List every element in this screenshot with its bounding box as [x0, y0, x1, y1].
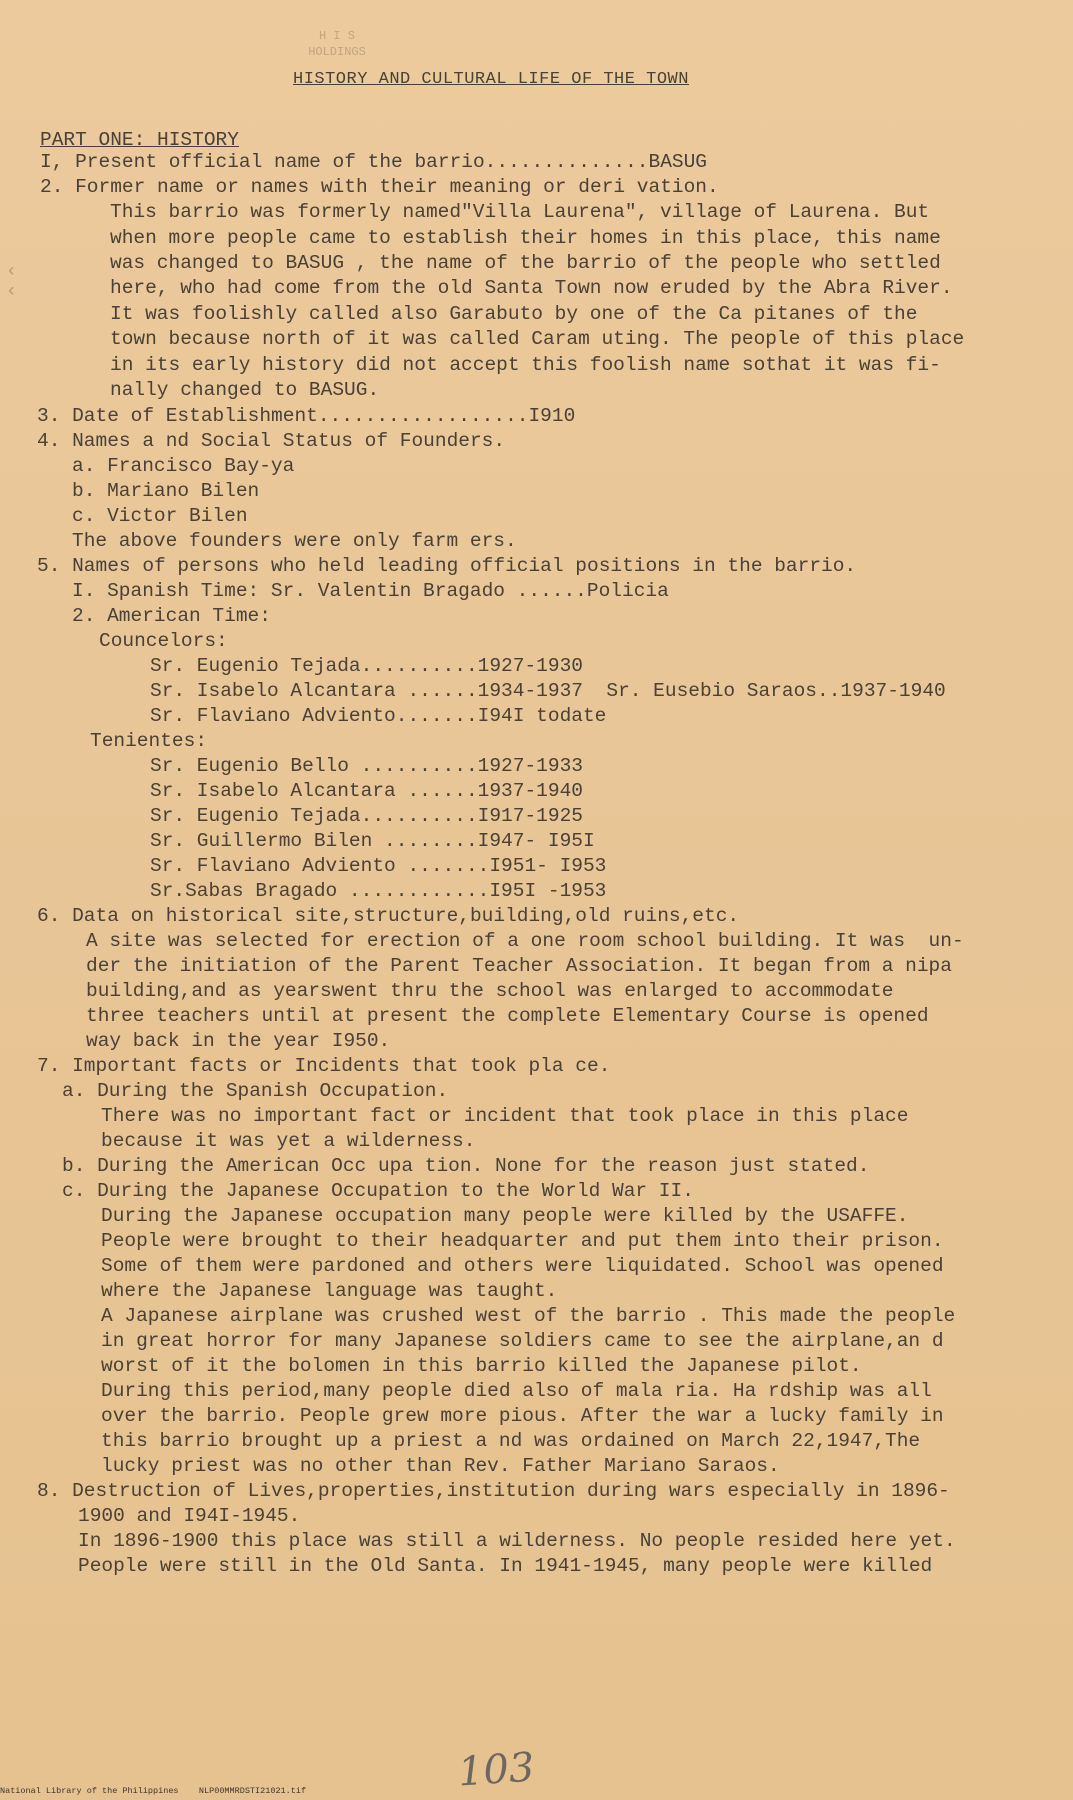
- founder-item: c. Victor Bilen: [72, 505, 248, 527]
- body-text-line: The above founders were only farm ers.: [72, 530, 517, 552]
- body-text-line: People were still in the Old Santa. In 1941-1945, many people were killed: [78, 1555, 933, 1577]
- body-text-line: this barrio brought up a priest a nd was ordained on March 22,1947,The: [101, 1430, 921, 1452]
- body-text-line: der the initiation of the Parent Teacher Association. It began from a nipa: [86, 955, 952, 977]
- body-text-line: During the Japanese occupation many people were killed by the USAFFE.: [101, 1205, 909, 1227]
- destruction-heading: 8. Destruction of Lives,properties,institution during wars especially in 1896-: [37, 1480, 950, 1502]
- body-text-line: This barrio was formerly named"Villa Laurena", village of Laurena. But: [110, 201, 930, 223]
- body-text-line: in its early history did not accept this foolish name sothat it was fi-: [110, 354, 941, 376]
- incidents-heading: 7. Important facts or Incidents that took pla ce.: [37, 1055, 611, 1077]
- body-text-line: A Japanese airplane was crushed west of the barrio . This made the people: [101, 1305, 956, 1327]
- archive-stamp: [282, 28, 392, 64]
- document-title: HISTORY AND CULTURAL LIFE OF THE TOWN: [293, 70, 689, 89]
- incident-subheading: b. During the American Occ upa tion. None for the reason just stated.: [62, 1155, 870, 1177]
- body-text-line: when more people came to establish their homes in this place, this name: [110, 227, 941, 249]
- body-text-line: building,and as yearswent thru the school was enlarged to accommodate: [86, 980, 894, 1002]
- body-text-line: 1900 and I94I-1945.: [78, 1505, 301, 1527]
- official-entry: Sr. Isabelo Alcantara ......1937-1940: [150, 780, 583, 802]
- stamp-line-2: HOLDINGS: [308, 45, 366, 59]
- official-name-line: I, Present official name of the barrio..............BASUG: [40, 151, 708, 173]
- official-entry: Sr. Flaviano Adviento.......I94I todate: [150, 705, 607, 727]
- tenientes-heading: Tenientes:: [90, 730, 208, 752]
- body-text-line: There was no important fact or incident that took place in this place: [101, 1105, 909, 1127]
- official-entry: Sr. Flaviano Adviento .......I951- I953: [150, 855, 607, 877]
- body-text-line: three teachers until at present the complete Elementary Course is opened: [86, 1005, 929, 1027]
- body-text-line: here, who had come from the old Santa Town now eruded by the Abra River.: [110, 277, 953, 299]
- margin-mark: ‹: [6, 262, 17, 282]
- margin-mark: ‹: [6, 282, 17, 302]
- body-text-line: It was foolishly called also Garabuto by one of the Ca pitanes of the: [110, 303, 918, 325]
- body-text-line: town because north of it was called Caram uting. The people of this place: [110, 328, 965, 350]
- body-text-line: People were brought to their headquarter and put them into their prison.: [101, 1230, 944, 1252]
- official-entry: Sr. Eugenio Tejada..........1927-1930: [150, 655, 583, 677]
- stamp-line-1: H I S: [318, 29, 355, 43]
- body-text-line: A site was selected for erection of a one room school building. It was un-: [86, 930, 964, 952]
- founder-item: b. Mariano Bilen: [72, 480, 260, 502]
- body-text-line: because it was yet a wilderness.: [101, 1130, 476, 1152]
- official-entry: Sr. Eugenio Bello ..........1927-1933: [150, 755, 583, 777]
- former-name-line: 2. Former name or names with their meaning or deri vation.: [40, 176, 719, 198]
- official-entry: Sr. Eugenio Tejada..........I917-1925: [150, 805, 583, 827]
- incident-subheading: c. During the Japanese Occupation to the World War II.: [62, 1180, 694, 1202]
- body-text-line: In 1896-1900 this place was still a wilderness. No people resided here yet.: [78, 1530, 956, 1552]
- founder-item: a. Francisco Bay-ya: [72, 455, 295, 477]
- american-time-line: 2. American Time:: [72, 605, 271, 627]
- spanish-time-line: I. Spanish Time: Sr. Valentin Bragado ......Policia: [72, 580, 669, 602]
- historical-site-heading: 6. Data on historical site,structure,building,old ruins,etc.: [37, 905, 740, 927]
- body-text-line: where the Japanese language was taught.: [101, 1280, 558, 1302]
- handwritten-page-number: 103: [456, 1744, 536, 1796]
- body-text-line: lucky priest was no other than Rev. Father Mariano Saraos.: [101, 1455, 780, 1477]
- part-heading: PART ONE: HISTORY: [40, 129, 239, 151]
- councelors-heading: Councelors:: [99, 630, 228, 652]
- body-text-line: worst of it the bolomen in this barrio killed the Japanese pilot.: [101, 1355, 862, 1377]
- incident-subheading: a. During the Spanish Occupation.: [62, 1080, 449, 1102]
- official-entry: Sr. Isabelo Alcantara ......1934-1937 Sr. Eusebio Saraos..1937-1940: [150, 680, 946, 702]
- body-text-line: was changed to BASUG , the name of the barrio of the people who settled: [110, 252, 941, 274]
- founders-heading-line: 4. Names a nd Social Status of Founders.: [37, 430, 506, 452]
- body-text-line: Some of them were pardoned and others were liquidated. School was opened: [101, 1255, 944, 1277]
- body-text-line: over the barrio. People grew more pious. After the war a lucky family in: [101, 1405, 944, 1427]
- official-entry: Sr.Sabas Bragado ............I95I -1953: [150, 880, 607, 902]
- official-entry: Sr. Guillermo Bilen ........I947- I95I: [150, 830, 595, 852]
- officials-heading-line: 5. Names of persons who held leading official positions in the barrio.: [37, 555, 857, 577]
- body-text-line: way back in the year I950.: [86, 1030, 391, 1052]
- body-text-line: nally changed to BASUG.: [110, 379, 380, 401]
- date-of-establishment-line: 3. Date of Establishment..................I910: [37, 405, 576, 427]
- body-text-line: During this period,many people died also of mala ria. Ha rdship was all: [101, 1380, 932, 1402]
- archive-footer: National Library of the Philippines NLP00MMRDSTI21021.tif: [0, 1786, 307, 1796]
- body-text-line: in great horror for many Japanese soldiers came to see the airplane,an d: [101, 1330, 944, 1352]
